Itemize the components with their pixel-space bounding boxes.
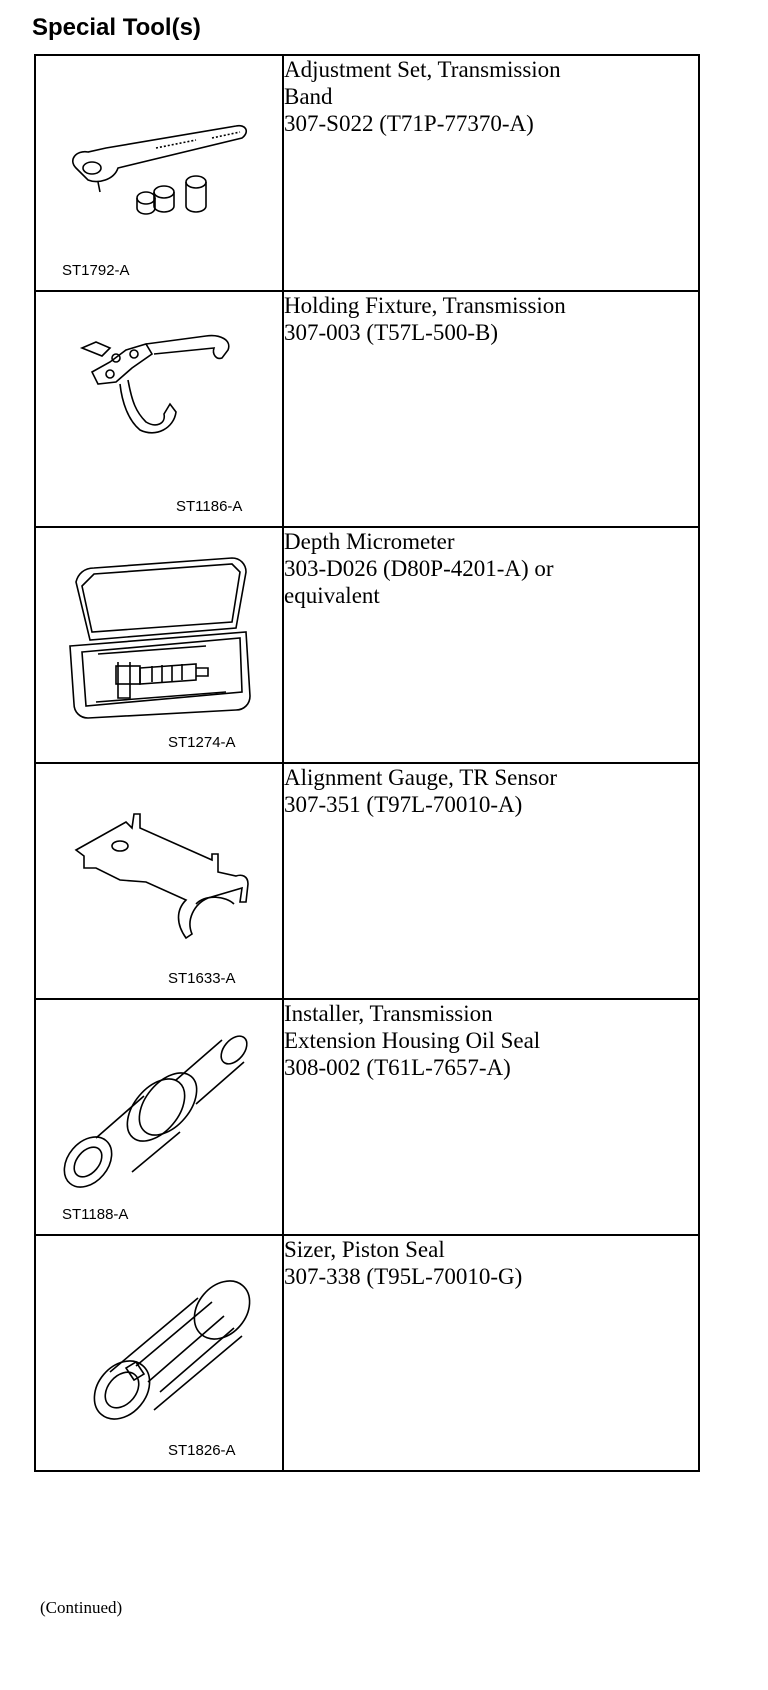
tool-description-cell (283, 999, 699, 1235)
holding-fixture-icon (36, 292, 282, 526)
tool-part-number: 307-338 (T95L-70010-G) (284, 1264, 523, 1289)
tool-code-label: ST1274-A (168, 734, 236, 751)
tool-name-line: Band (284, 84, 333, 109)
tool-illustration-cell (35, 1235, 283, 1471)
table-row (35, 999, 699, 1235)
page-title: Special Tool(s) (32, 14, 201, 41)
tool-name-line: equivalent (284, 583, 380, 608)
tool-name-line: Holding Fixture, Transmission (284, 293, 566, 318)
tool-part-number: 303-D026 (D80P-4201-A) or (284, 556, 554, 581)
tool-name-line: Adjustment Set, Transmission (284, 57, 561, 82)
tool-description-cell (283, 527, 699, 763)
tool-illustration-cell (35, 999, 283, 1235)
seal-installer-icon (36, 1000, 282, 1234)
depth-micrometer-icon (36, 528, 282, 762)
continued-note: (Continued) (40, 1598, 123, 1617)
tool-name-line: Sizer, Piston Seal (284, 1237, 445, 1262)
tool-description-cell (283, 291, 699, 527)
tool-name-line: Alignment Gauge, TR Sensor (284, 765, 557, 790)
table-row (35, 291, 699, 527)
tool-part-number: 307-S022 (T71P-77370-A) (284, 111, 534, 136)
table-row (35, 55, 699, 291)
tool-illustration-cell (35, 55, 283, 291)
table-row (35, 527, 699, 763)
tool-illustration-cell (35, 291, 283, 527)
tool-illustration-cell (35, 527, 283, 763)
tool-name-line: Depth Micrometer (284, 529, 455, 554)
tool-code-label: ST1826-A (168, 1442, 236, 1459)
tool-description-cell (283, 763, 699, 999)
piston-seal-sizer-icon (36, 1236, 282, 1470)
tool-description-cell (283, 55, 699, 291)
tool-illustration-cell (35, 763, 283, 999)
table-row (35, 763, 699, 999)
tool-code-label: ST1186-A (176, 498, 243, 515)
tool-name-line: Extension Housing Oil Seal (284, 1028, 541, 1053)
tool-code-label: ST1188-A (62, 1206, 129, 1223)
tool-part-number: 307-351 (T97L-70010-A) (284, 792, 523, 817)
special-tools-table (34, 54, 700, 1472)
tool-name-line: Installer, Transmission (284, 1001, 493, 1026)
table-row (35, 1235, 699, 1471)
tool-part-number: 307-003 (T57L-500-B) (284, 320, 498, 345)
tool-code-label: ST1633-A (168, 970, 236, 987)
band-adjustment-wrench-icon (36, 56, 282, 290)
tool-code-label: ST1792-A (62, 262, 130, 279)
alignment-gauge-icon (36, 764, 282, 998)
tool-description-cell (283, 1235, 699, 1471)
tool-part-number: 308-002 (T61L-7657-A) (284, 1055, 511, 1080)
